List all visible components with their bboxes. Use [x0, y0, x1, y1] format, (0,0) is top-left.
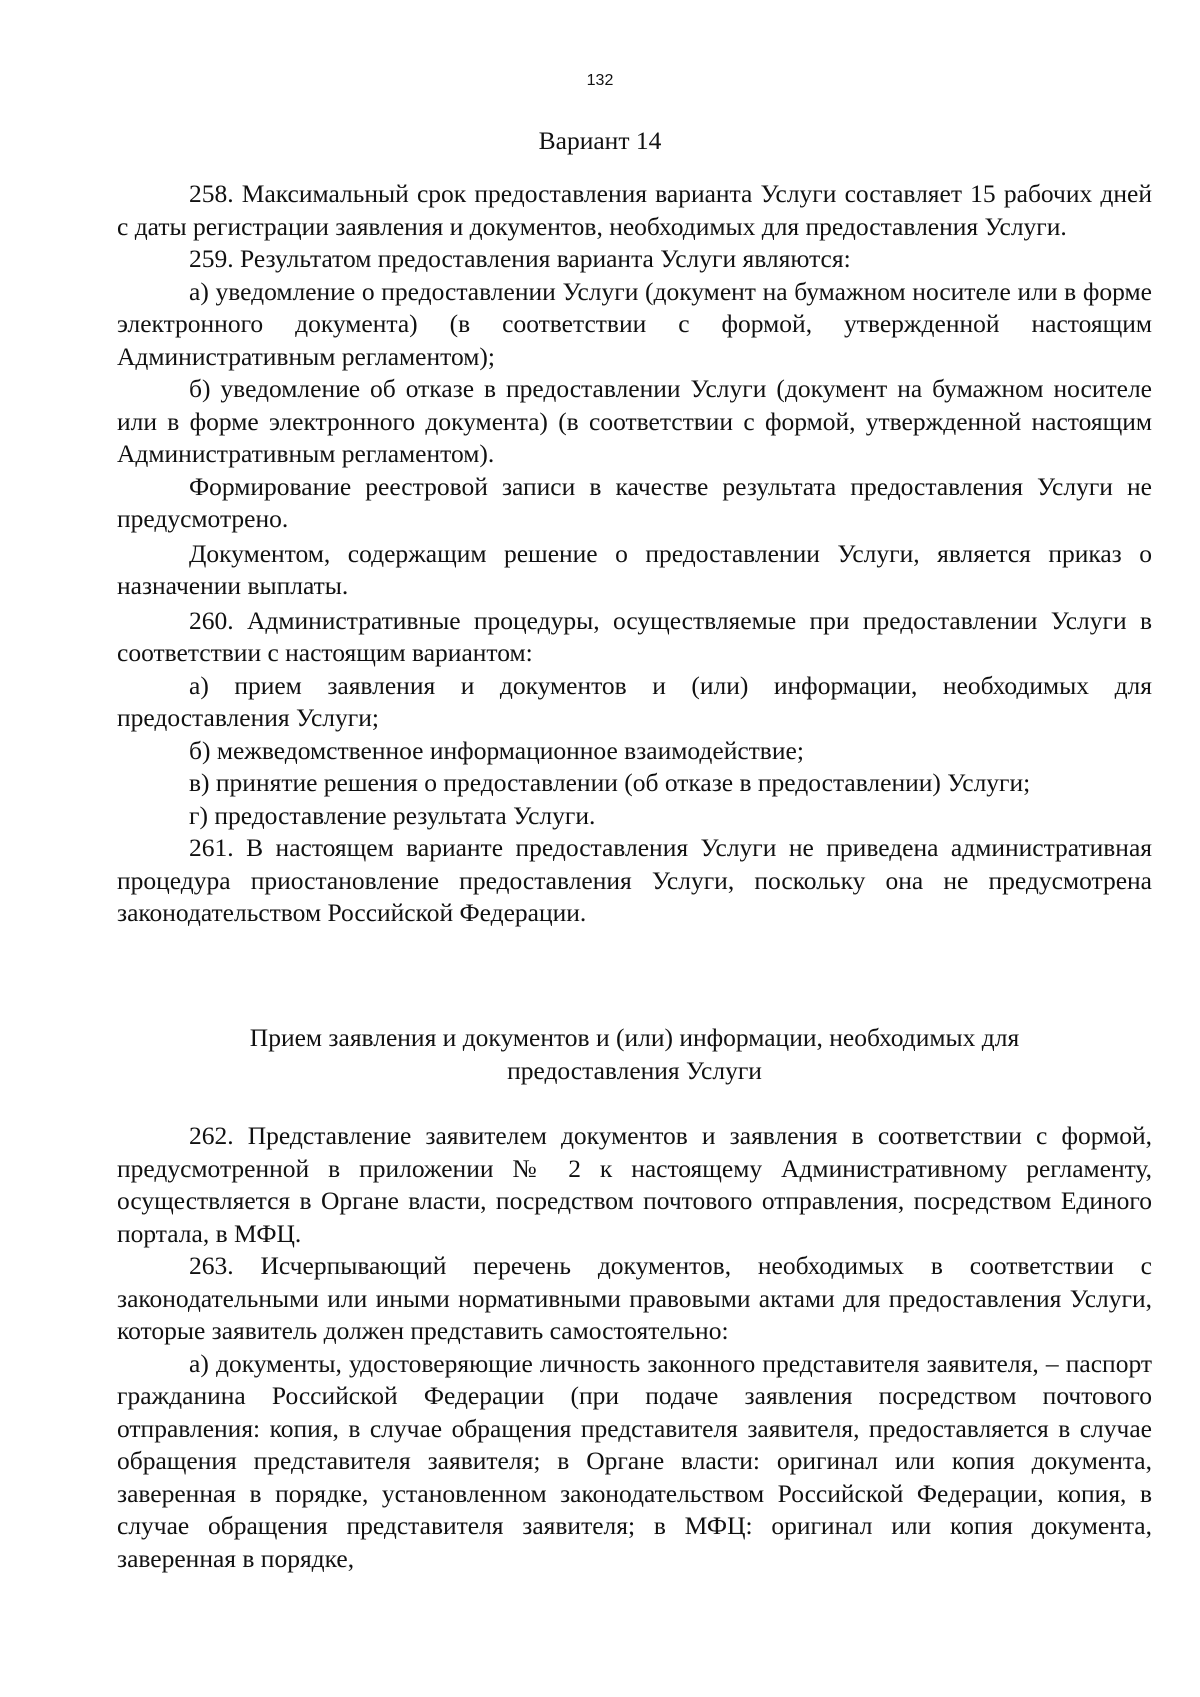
paragraph-260-a: а) прием заявления и документов и (или) информации, необходимых для предоставления Услуги;: [117, 670, 1152, 732]
paragraphs-block-1: [117, 178, 1152, 930]
paragraph-261: 261. В настоящем варианте предоставления Услуги не приведена административная процедура приостановление предоставления Услуги, поскольку она не предусмотрена законодательством Российской Федерации.: [117, 833, 1152, 927]
paragraph-263-a: а) документы, удостоверяющие личность законного представителя заявителя, – паспорт гражданина Российской Федерации (при подаче заявления посредством почтового отправления: копия, в случае обращения представителя заявителя, предоставляется в случае обращения представителя заявителя; в Органе власти: оригинал или копия документа, заверенная в порядке, установленном законодательством Российской Федерации, копия, в случае обращения представителя заявителя; в МФЦ: оригинал или копия документа, заверенная в порядке,: [117, 1348, 1152, 1573]
paragraph-258: 258. Максимальный срок предоставления варианта Услуги составляет 15 рабочих дней с даты регистрации заявления и документов, необходимых для предоставления Услуги.: [117, 179, 1152, 241]
paragraph-260-b: б) межведомственное информационное взаимодействие;: [189, 735, 804, 765]
section-heading: [117, 1022, 1152, 1087]
section-heading-line-2: предоставления Услуги: [507, 1055, 762, 1085]
paragraph-259-b: б) уведомление об отказе в предоставлении Услуги (документ на бумажном носителе или в форме электронного документа) (в соответствии с формой, утвержденной настоящим Административным регламентом).: [117, 374, 1152, 468]
variant-title: Вариант 14: [538, 126, 662, 155]
paragraph-260: 260. Административные процедуры, осуществляемые при предоставлении Услуги в соответствии с настоящим вариантом:: [117, 605, 1152, 667]
paragraph-263: 263. Исчерпывающий перечень документов, необходимых в соответствии с законодательными или иными нормативными правовыми актами для предоставления Услуги, которые заявитель должен представить самостоятельно:: [117, 1251, 1152, 1345]
paragraph-decision-document: Документом, содержащим решение о предоставлении Услуги, является приказ о назначении выплаты.: [117, 538, 1152, 600]
paragraphs-block-2: [117, 1120, 1152, 1575]
section-heading-line-1: Прием заявления и документов и (или) информации, необходимых для: [249, 1023, 1020, 1052]
paragraph-259: 259. Результатом предоставления варианта Услуги являются:: [189, 244, 851, 273]
paragraph-registry-record: Формирование реестровой записи в качестве результата предоставления Услуги не предусмотрено.: [117, 471, 1152, 533]
paragraph-262: 262. Представление заявителем документов и заявления в соответствии с формой, предусмотренной в приложении № 2 к настоящему Административному регламенту, осуществляется в Органе власти, посредством почтового отправления, посредством Единого портала, в МФЦ.: [117, 1121, 1152, 1248]
page-number: 132: [586, 72, 614, 89]
paragraph-260-v: в) принятие решения о предоставлении (об отказе в предоставлении) Услуги;: [189, 768, 1031, 797]
paragraph-259-a: а) уведомление о предоставлении Услуги (документ на бумажном носителе или в форме электронного документа) (в соответствии с формой, утвержденной настоящим Административным регламентом);: [117, 276, 1152, 371]
paragraph-260-g: г) предоставление результата Услуги.: [189, 800, 596, 830]
